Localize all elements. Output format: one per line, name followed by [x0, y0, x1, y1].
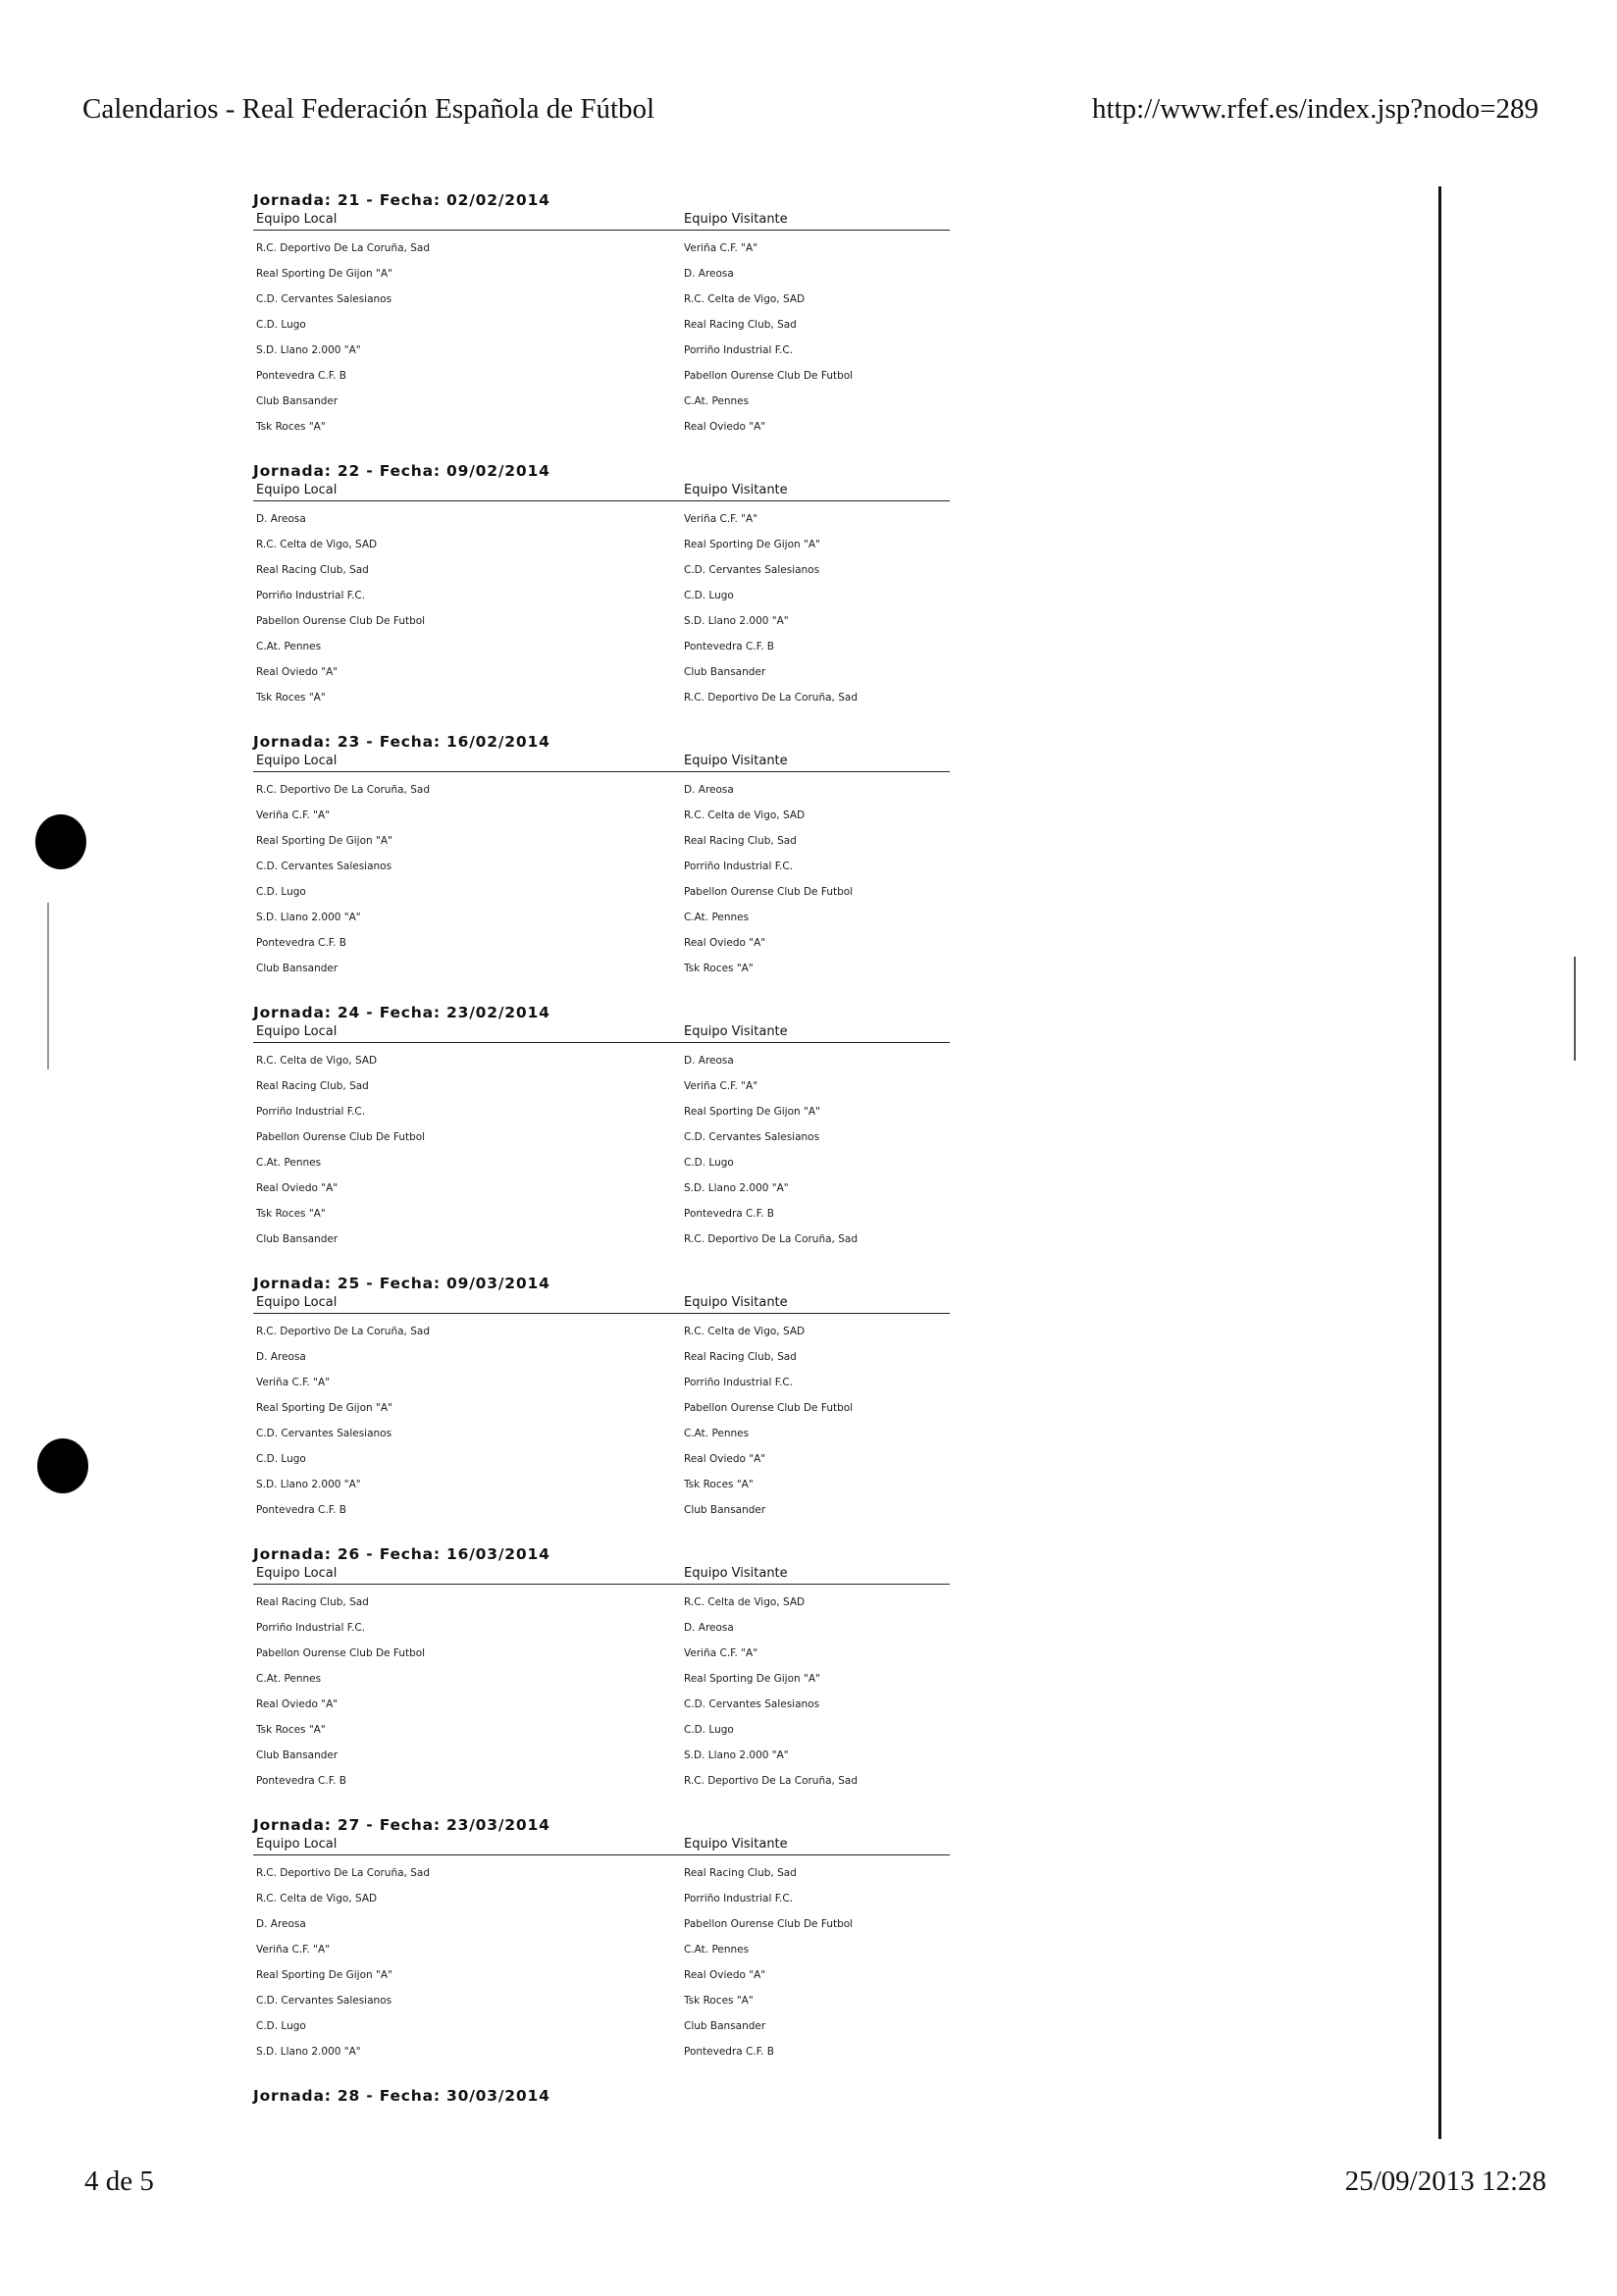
away-team: R.C. Celta de Vigo, SAD [684, 1326, 806, 1337]
match-row [253, 1860, 950, 1886]
match-row [253, 287, 950, 312]
match-row [253, 905, 950, 930]
home-team: C.At. Pennes [256, 641, 322, 652]
home-team: D. Areosa [256, 1351, 306, 1363]
away-team: R.C. Celta de Vigo, SAD [684, 809, 806, 821]
match-row [253, 1226, 950, 1252]
away-team: Real Oviedo "A" [684, 421, 766, 433]
away-team: S.D. Llano 2.000 "A" [684, 1182, 789, 1194]
match-row [253, 389, 950, 414]
jornada-block [253, 461, 950, 710]
match-row [253, 685, 950, 710]
match-row [253, 1717, 950, 1743]
page-header-url[interactable]: http://www.rfef.es/index.jsp?nodo=289 [1091, 93, 1539, 125]
match-row [253, 1344, 950, 1370]
column-header-visitante: Equipo Visitante [684, 1024, 788, 1039]
scan-mark [1574, 957, 1576, 1061]
home-team: Pontevedra C.F. B [256, 1504, 346, 1516]
match-row [253, 1937, 950, 1962]
home-team: Real Oviedo "A" [256, 1182, 339, 1194]
column-header-visitante: Equipo Visitante [684, 1295, 788, 1310]
home-team: C.At. Pennes [256, 1157, 322, 1169]
home-team: Real Sporting De Gijon "A" [256, 1402, 392, 1414]
column-header-row [253, 1293, 950, 1314]
away-team: Real Racing Club, Sad [684, 1867, 797, 1879]
match-row [253, 1150, 950, 1175]
home-team: Tsk Roces "A" [256, 1208, 326, 1220]
match-row [253, 1768, 950, 1794]
match-row [253, 1641, 950, 1666]
away-team: Real Racing Club, Sad [684, 319, 797, 331]
away-team: Pontevedra C.F. B [684, 2046, 774, 2058]
jornada-title: Jornada: 23 - Fecha: 16/02/2014 [253, 733, 550, 751]
jornada-title: Jornada: 26 - Fecha: 16/03/2014 [253, 1545, 550, 1563]
match-row [253, 634, 950, 659]
home-team: Tsk Roces "A" [256, 1724, 326, 1736]
jornada-title: Jornada: 22 - Fecha: 09/02/2014 [253, 462, 550, 480]
match-row [253, 2013, 950, 2039]
page-footer-datetime: 25/09/2013 12:28 [1344, 2166, 1546, 2197]
match-row [253, 1073, 950, 1099]
match-row [253, 583, 950, 608]
scan-mark [47, 903, 49, 1070]
home-team: C.D. Lugo [256, 886, 306, 898]
away-team: C.At. Pennes [684, 395, 750, 407]
away-team: Real Sporting De Gijon "A" [684, 539, 820, 550]
column-header-row [253, 1564, 950, 1585]
away-team: Porriño Industrial F.C. [684, 1893, 794, 1905]
away-team: R.C. Celta de Vigo, SAD [684, 293, 806, 305]
home-team: Real Racing Club, Sad [256, 564, 369, 576]
scan-right-margin-line [1438, 186, 1441, 2139]
away-team: D. Areosa [684, 1055, 734, 1067]
home-team: R.C. Deportivo De La Coruña, Sad [256, 784, 430, 796]
jornada-block [253, 190, 950, 440]
away-team: R.C. Deportivo De La Coruña, Sad [684, 692, 858, 704]
away-team: R.C. Celta de Vigo, SAD [684, 1596, 806, 1608]
home-team: Real Racing Club, Sad [256, 1080, 369, 1092]
away-team: C.D. Cervantes Salesianos [684, 1698, 820, 1710]
page-header-title: Calendarios - Real Federación Española de Fútbol [82, 93, 655, 125]
home-team: Veriña C.F. "A" [256, 809, 331, 821]
home-team: S.D. Llano 2.000 "A" [256, 344, 361, 356]
match-row [253, 1370, 950, 1395]
jornada-block [253, 1274, 950, 1523]
away-team: Club Bansander [684, 2020, 766, 2032]
column-header-local: Equipo Local [256, 1295, 338, 1310]
match-row [253, 1962, 950, 1988]
column-header-local: Equipo Local [256, 1566, 338, 1581]
away-team: C.D. Lugo [684, 1724, 734, 1736]
jornada-block [253, 2086, 950, 2106]
home-team: Real Oviedo "A" [256, 1698, 339, 1710]
away-team: Veriña C.F. "A" [684, 513, 758, 525]
match-row [253, 879, 950, 905]
match-row [253, 1472, 950, 1497]
column-header-visitante: Equipo Visitante [684, 754, 788, 768]
home-team: R.C. Deportivo De La Coruña, Sad [256, 242, 430, 254]
home-team: Veriña C.F. "A" [256, 1377, 331, 1388]
away-team: Real Oviedo "A" [684, 1453, 766, 1465]
match-row [253, 777, 950, 803]
home-team: R.C. Celta de Vigo, SAD [256, 539, 378, 550]
jornada-block [253, 1003, 950, 1252]
away-team: Pabellon Ourense Club De Futbol [684, 1918, 854, 1930]
punch-hole [35, 814, 86, 869]
match-row [253, 1421, 950, 1446]
match-row [253, 1201, 950, 1226]
away-team: Veriña C.F. "A" [684, 1647, 758, 1659]
home-team: Porriño Industrial F.C. [256, 1106, 366, 1118]
home-team: Club Bansander [256, 395, 339, 407]
match-row [253, 1175, 950, 1201]
match-row [253, 557, 950, 583]
match-row [253, 1048, 950, 1073]
away-team: C.At. Pennes [684, 1944, 750, 1956]
away-team: Real Racing Club, Sad [684, 1351, 797, 1363]
away-team: S.D. Llano 2.000 "A" [684, 1749, 789, 1761]
jornada-block [253, 1544, 950, 1794]
match-row [253, 312, 950, 338]
away-team: D. Areosa [684, 784, 734, 796]
home-team: Pontevedra C.F. B [256, 370, 346, 382]
match-row [253, 532, 950, 557]
match-row [253, 1319, 950, 1344]
away-team: Pabellon Ourense Club De Futbol [684, 1402, 854, 1414]
home-team: R.C. Celta de Vigo, SAD [256, 1893, 378, 1905]
column-header-visitante: Equipo Visitante [684, 1837, 788, 1852]
away-team: Tsk Roces "A" [684, 1995, 754, 2007]
home-team: C.At. Pennes [256, 1673, 322, 1685]
column-header-local: Equipo Local [256, 1024, 338, 1039]
home-team: Porriño Industrial F.C. [256, 590, 366, 601]
match-row [253, 1615, 950, 1641]
match-row [253, 1497, 950, 1523]
home-team: C.D. Lugo [256, 2020, 306, 2032]
calendar-content [253, 190, 950, 2106]
away-team: D. Areosa [684, 1622, 734, 1634]
home-team: D. Areosa [256, 513, 306, 525]
home-team: C.D. Cervantes Salesianos [256, 861, 392, 872]
column-header-row [253, 752, 950, 772]
home-team: D. Areosa [256, 1918, 306, 1930]
home-team: Club Bansander [256, 963, 339, 974]
away-team: C.D. Lugo [684, 590, 734, 601]
match-row [253, 1590, 950, 1615]
match-row [253, 1666, 950, 1692]
match-row [253, 1446, 950, 1472]
home-team: Pabellon Ourense Club De Futbol [256, 1131, 426, 1143]
match-row [253, 506, 950, 532]
away-team: Real Oviedo "A" [684, 937, 766, 949]
away-team: Club Bansander [684, 666, 766, 678]
match-row [253, 930, 950, 956]
match-row [253, 1911, 950, 1937]
home-team: Porriño Industrial F.C. [256, 1622, 366, 1634]
column-header-row [253, 481, 950, 501]
home-team: Pabellon Ourense Club De Futbol [256, 615, 426, 627]
away-team: Tsk Roces "A" [684, 963, 754, 974]
match-row [253, 261, 950, 287]
home-team: Tsk Roces "A" [256, 421, 326, 433]
away-team: Pontevedra C.F. B [684, 641, 774, 652]
home-team: R.C. Deportivo De La Coruña, Sad [256, 1867, 430, 1879]
away-team: Real Sporting De Gijon "A" [684, 1106, 820, 1118]
away-team: Real Sporting De Gijon "A" [684, 1673, 820, 1685]
home-team: R.C. Celta de Vigo, SAD [256, 1055, 378, 1067]
home-team: Club Bansander [256, 1233, 339, 1245]
home-team: Pontevedra C.F. B [256, 937, 346, 949]
home-team: C.D. Cervantes Salesianos [256, 1428, 392, 1439]
home-team: Club Bansander [256, 1749, 339, 1761]
home-team: C.D. Lugo [256, 1453, 306, 1465]
home-team: C.D. Cervantes Salesianos [256, 1995, 392, 2007]
away-team: C.D. Lugo [684, 1157, 734, 1169]
jornada-title: Jornada: 28 - Fecha: 30/03/2014 [253, 2087, 550, 2105]
match-row [253, 338, 950, 363]
match-row [253, 1988, 950, 2013]
away-team: R.C. Deportivo De La Coruña, Sad [684, 1775, 858, 1787]
home-team: Pontevedra C.F. B [256, 1775, 346, 1787]
match-row [253, 414, 950, 440]
away-team: Pabellon Ourense Club De Futbol [684, 886, 854, 898]
home-team: Pabellon Ourense Club De Futbol [256, 1647, 426, 1659]
away-team: S.D. Llano 2.000 "A" [684, 615, 789, 627]
jornada-title: Jornada: 21 - Fecha: 02/02/2014 [253, 191, 550, 209]
match-row [253, 1692, 950, 1717]
column-header-visitante: Equipo Visitante [684, 483, 788, 497]
home-team: Real Oviedo "A" [256, 666, 339, 678]
away-team: D. Areosa [684, 268, 734, 280]
home-team: S.D. Llano 2.000 "A" [256, 1479, 361, 1490]
match-row [253, 608, 950, 634]
column-header-row [253, 1835, 950, 1855]
match-row [253, 1099, 950, 1124]
match-row [253, 659, 950, 685]
jornada-title: Jornada: 25 - Fecha: 09/03/2014 [253, 1275, 550, 1292]
column-header-row [253, 1022, 950, 1043]
away-team: Porriño Industrial F.C. [684, 344, 794, 356]
away-team: Tsk Roces "A" [684, 1479, 754, 1490]
away-team: Porriño Industrial F.C. [684, 861, 794, 872]
match-row [253, 1124, 950, 1150]
home-team: S.D. Llano 2.000 "A" [256, 2046, 361, 2058]
away-team: C.D. Cervantes Salesianos [684, 564, 820, 576]
away-team: C.At. Pennes [684, 1428, 750, 1439]
column-header-local: Equipo Local [256, 1837, 338, 1852]
column-header-local: Equipo Local [256, 483, 338, 497]
match-row [253, 1743, 950, 1768]
away-team: Club Bansander [684, 1504, 766, 1516]
match-row [253, 2039, 950, 2064]
home-team: C.D. Lugo [256, 319, 306, 331]
home-team: Tsk Roces "A" [256, 692, 326, 704]
column-header-local: Equipo Local [256, 212, 338, 227]
column-header-visitante: Equipo Visitante [684, 212, 788, 227]
home-team: Real Sporting De Gijon "A" [256, 268, 392, 280]
match-row [253, 956, 950, 981]
jornada-title: Jornada: 24 - Fecha: 23/02/2014 [253, 1004, 550, 1021]
jornada-block [253, 732, 950, 981]
away-team: R.C. Deportivo De La Coruña, Sad [684, 1233, 858, 1245]
column-header-local: Equipo Local [256, 754, 338, 768]
match-row [253, 828, 950, 854]
page-footer-page-number: 4 de 5 [84, 2166, 154, 2197]
home-team: R.C. Deportivo De La Coruña, Sad [256, 1326, 430, 1337]
home-team: Veriña C.F. "A" [256, 1944, 331, 1956]
away-team: Veriña C.F. "A" [684, 242, 758, 254]
match-row [253, 1395, 950, 1421]
home-team: Real Racing Club, Sad [256, 1596, 369, 1608]
away-team: C.At. Pennes [684, 912, 750, 923]
match-row [253, 363, 950, 389]
away-team: Real Racing Club, Sad [684, 835, 797, 847]
home-team: Real Sporting De Gijon "A" [256, 835, 392, 847]
match-row [253, 854, 950, 879]
home-team: Real Sporting De Gijon "A" [256, 1969, 392, 1981]
away-team: Pontevedra C.F. B [684, 1208, 774, 1220]
jornada-block [253, 1815, 950, 2064]
away-team: Pabellon Ourense Club De Futbol [684, 370, 854, 382]
column-header-visitante: Equipo Visitante [684, 1566, 788, 1581]
match-row [253, 1886, 950, 1911]
away-team: Veriña C.F. "A" [684, 1080, 758, 1092]
away-team: Real Oviedo "A" [684, 1969, 766, 1981]
match-row [253, 803, 950, 828]
column-header-row [253, 210, 950, 231]
jornada-title: Jornada: 27 - Fecha: 23/03/2014 [253, 1816, 550, 1834]
away-team: Porriño Industrial F.C. [684, 1377, 794, 1388]
home-team: S.D. Llano 2.000 "A" [256, 912, 361, 923]
match-row [253, 235, 950, 261]
away-team: C.D. Cervantes Salesianos [684, 1131, 820, 1143]
home-team: C.D. Cervantes Salesianos [256, 293, 392, 305]
punch-hole [37, 1438, 88, 1493]
